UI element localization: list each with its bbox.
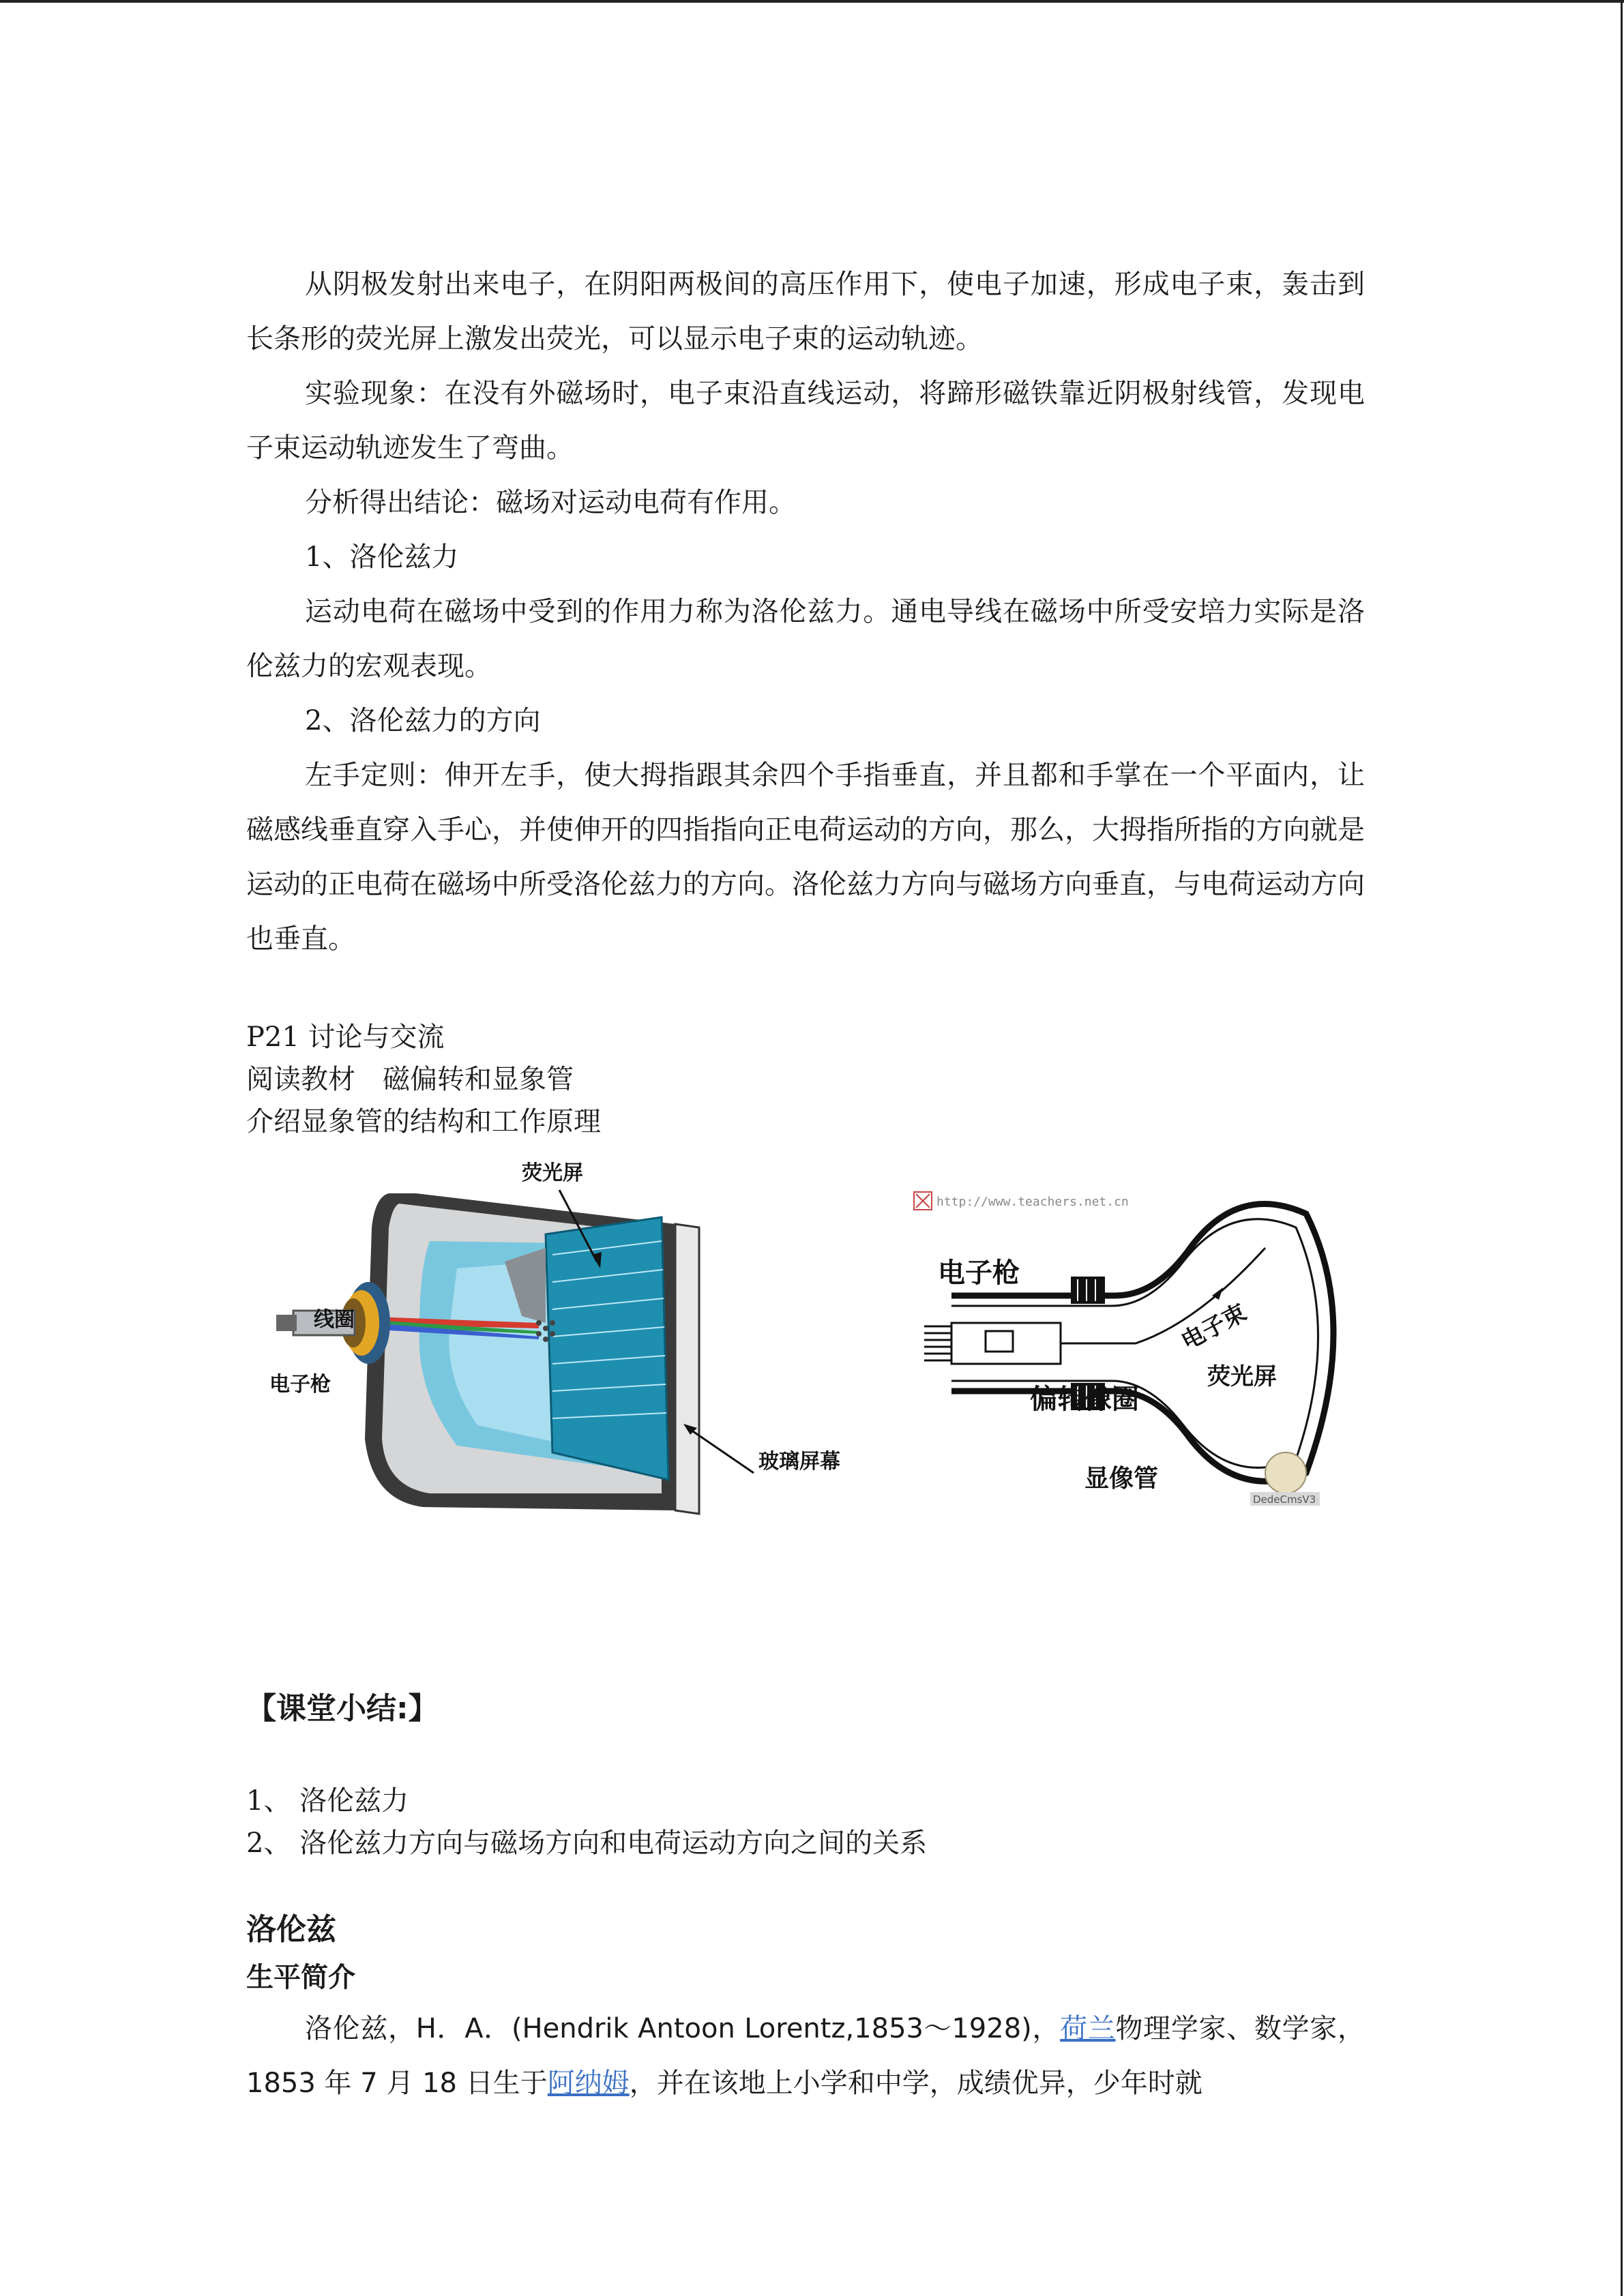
paragraph-conclusion: 分析得出结论：磁场对运动电荷有作用。 xyxy=(305,487,796,518)
svg-text:DedeCmsV3: DedeCmsV3 xyxy=(1253,1493,1316,1506)
heading-force-direction: 2、洛伦兹力的方向 xyxy=(305,705,541,736)
crt-cutaway-figure xyxy=(252,1152,866,1534)
link-arnhem[interactable]: 阿纳姆 xyxy=(547,2068,630,2099)
label-deflection-coil: 偏转像圈 xyxy=(1030,1384,1139,1415)
bio-text-c: ，并在该地上小学和中学，成绩优异，少年时就 xyxy=(629,2068,1202,2099)
bio-subtitle: 生平简介 xyxy=(246,1962,355,1993)
caption-picture-tube: 显像管 xyxy=(1084,1465,1159,1493)
summary-section xyxy=(246,1688,1365,1730)
summary-heading: 【课堂小结:】 xyxy=(246,1691,439,1726)
label-gun: 电子枪 xyxy=(269,1373,331,1397)
summary-list xyxy=(246,1780,1365,1864)
summary-item-1: 1、 洛伦兹力 xyxy=(246,1785,409,1817)
label-beam: 电子束 xyxy=(1177,1298,1252,1356)
picture-tube-figure xyxy=(911,1187,1354,1514)
bio-text-a: 洛伦兹，H．A．(Hendrik Antoon Lorentz,1853～1928)， xyxy=(305,2013,1061,2044)
label-glass: 玻璃屏幕 xyxy=(758,1450,840,1474)
page-right-border xyxy=(1621,0,1623,2296)
label-coil: 线圈 xyxy=(314,1308,355,1332)
body-text xyxy=(246,257,1365,966)
page-top-border xyxy=(0,0,1624,3)
paragraph-phenomenon: 实验现象：在没有外磁场时，电子束沿直线运动，将蹄形磁铁靠近阴极射线管，发现电子束运动轨迹发生了弯曲。 xyxy=(246,378,1365,464)
paragraph-lorentz-definition: 运动电荷在磁场中受到的作用力称为洛伦兹力。通电导线在磁场中所受安培力实际是洛伦兹力的宏观表现。 xyxy=(246,596,1365,682)
link-netherlands[interactable]: 荷兰 xyxy=(1060,2013,1116,2044)
heading-lorentz-force: 1、洛伦兹力 xyxy=(305,541,459,573)
discussion-section xyxy=(246,1016,1365,1143)
summary-item-2: 2、 洛伦兹力方向与磁场方向和电荷运动方向之间的关系 xyxy=(246,1828,928,1859)
label-gun-right: 电子枪 xyxy=(938,1257,1020,1289)
label-screen-right: 荧光屏 xyxy=(1207,1363,1277,1390)
watermark-url: http://www.teachers.net.cn xyxy=(936,1195,1129,1209)
bio-title: 洛伦兹 xyxy=(246,1912,336,1947)
discussion-line-3: 介绍显象管的结构和工作原理 xyxy=(246,1106,601,1137)
discussion-line-2: 阅读教材 磁偏转和显象管 xyxy=(246,1064,574,1095)
bio-paragraph xyxy=(246,2001,1365,2111)
discussion-line-1: P21 讨论与交流 xyxy=(246,1022,445,1053)
bio-text-b: 物理学家、数学家，1853 年 7 月 18 日生于 xyxy=(246,2013,1365,2099)
label-screen: 荧光屏 xyxy=(522,1161,583,1185)
bio-section xyxy=(246,1906,1365,2111)
paragraph-left-hand-rule: 左手定则：伸开左手，使大拇指跟其余四个手指垂直，并且都和手掌在一个平面内，让磁感线垂直穿入手心，并使伸开的四指指向正电荷运动的方向，那么，大拇指所指的方向就是运动的正电荷在磁场中所受洛伦兹力的方向。洛伦兹力方向与磁场方向垂直，与电荷运动方向也垂直。 xyxy=(246,760,1365,955)
paragraph-cathode: 从阴极发射出来电子，在阴阳两极间的高压作用下，使电子加速，形成电子束，轰击到长条形的荧光屏上激发出荧光，可以显示电子束的运动轨迹。 xyxy=(246,269,1365,355)
